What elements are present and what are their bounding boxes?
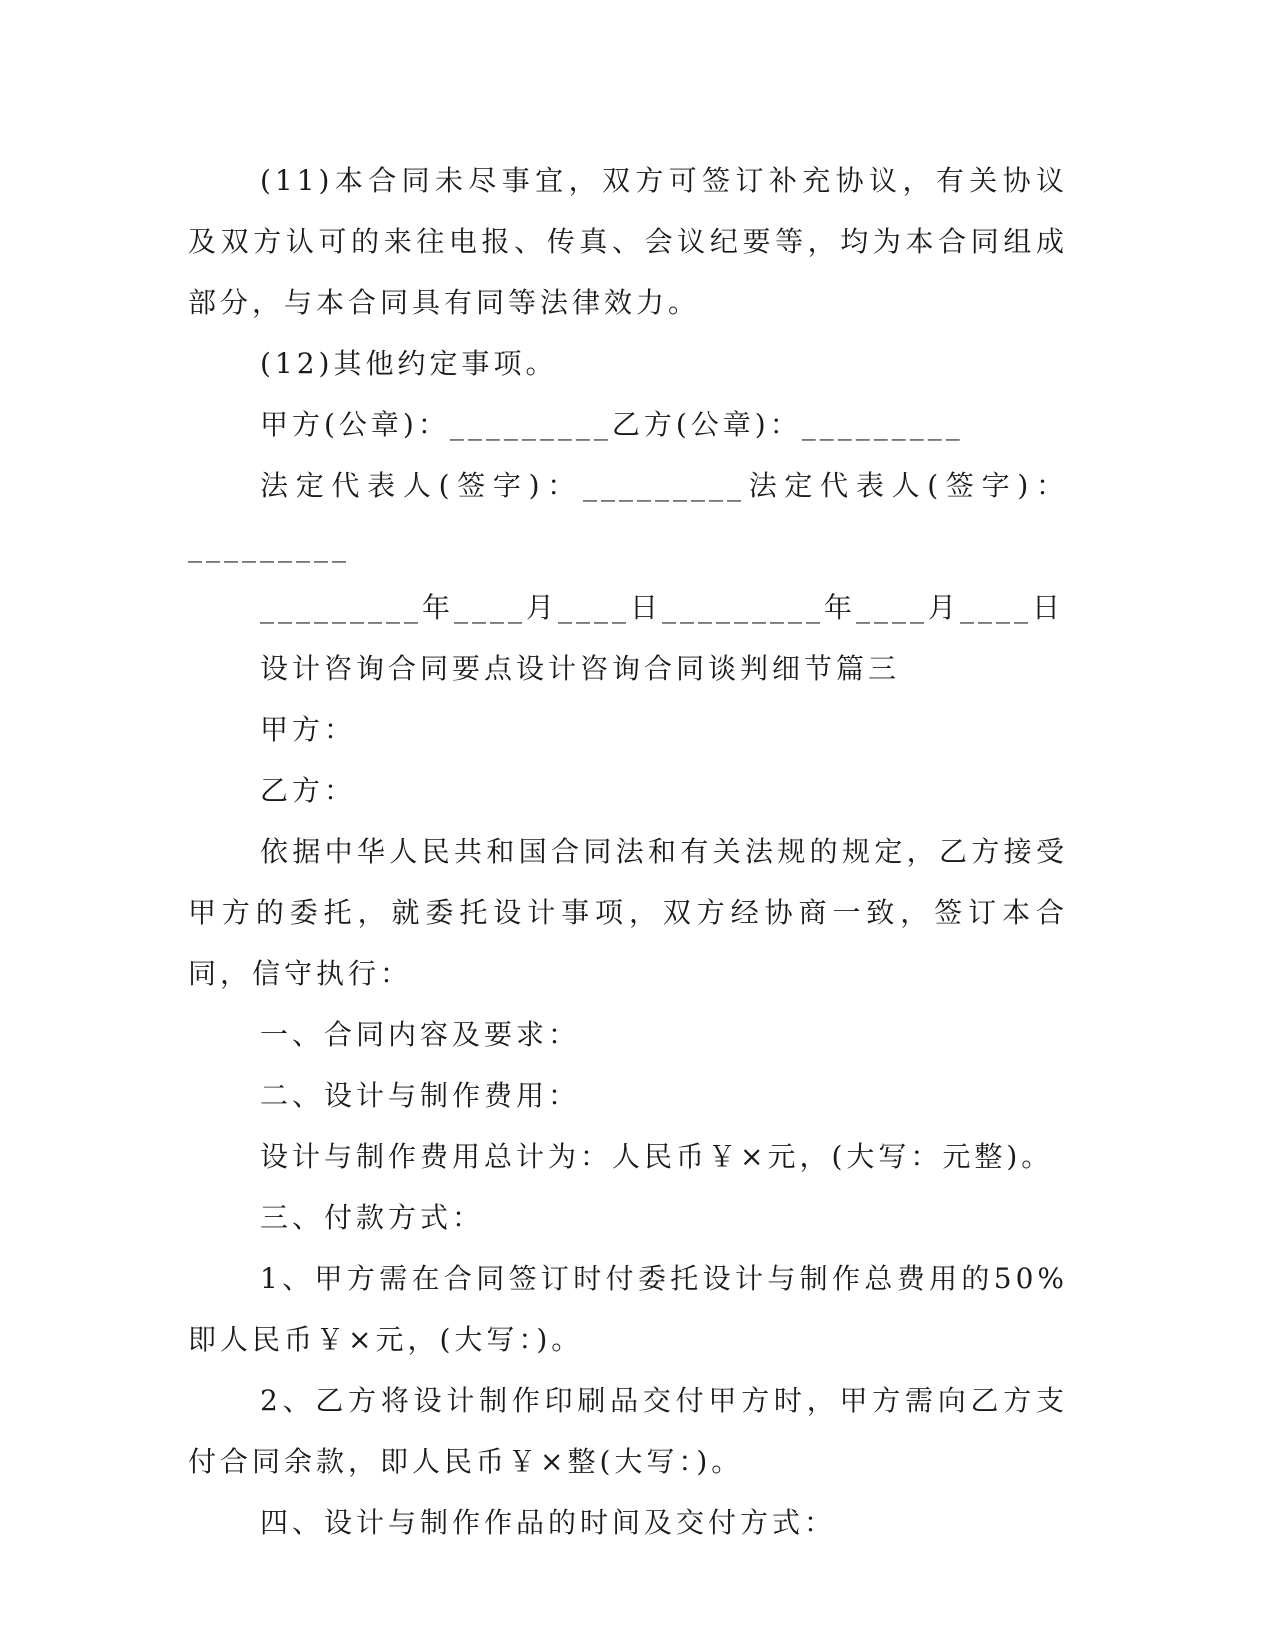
heading-fees: 二、设计与制作费用： xyxy=(260,1079,581,1112)
date-line: _________年____月____日_________年____月____日 xyxy=(260,591,1065,624)
payment-item-2: 2、乙方将设计制作印刷品交付甲方时，甲方需向乙方支付合同余款，即人民币￥×整(大写：)。 xyxy=(188,1384,1068,1478)
payment-item-1: 1、甲方需在合同签订时付委托设计与制作总费用的50%即人民币￥×元，(大写：)。 xyxy=(188,1262,1068,1356)
heading-delivery: 四、设计与制作作品的时间及交付方式： xyxy=(260,1506,837,1539)
heading-payment: 三、付款方式： xyxy=(260,1201,485,1234)
section-title: 设计咨询合同要点设计咨询合同谈判细节篇三 xyxy=(260,652,901,685)
clause-11: (11)本合同未尽事宜，双方可签订补充协议，有关协议及双方认可的来往电报、传真、会议纪要等，均为本合同组成部分，与本合同具有同等法律效力。 xyxy=(188,164,1068,319)
representative-signature-line: 法定代表人(签字)：_________法定代表人(签字)：_________ xyxy=(188,469,1068,563)
heading-contract-content: 一、合同内容及要求： xyxy=(260,1018,581,1051)
party-seal-line: 甲方(公章)：_________乙方(公章)：_________ xyxy=(260,408,964,441)
fees-total: 设计与制作费用总计为：人民币￥×元，(大写：元整)。 xyxy=(260,1140,1054,1173)
preamble: 依据中华人民共和国合同法和有关法规的规定，乙方接受甲方的委托，就委托设计事项，双方经协商一致，签订本合同，信守执行： xyxy=(188,835,1068,990)
document-page xyxy=(188,150,1068,1553)
party-a-label: 甲方： xyxy=(260,713,357,746)
party-b-label: 乙方： xyxy=(260,774,357,807)
clause-12: (12)其他约定事项。 xyxy=(260,347,558,380)
